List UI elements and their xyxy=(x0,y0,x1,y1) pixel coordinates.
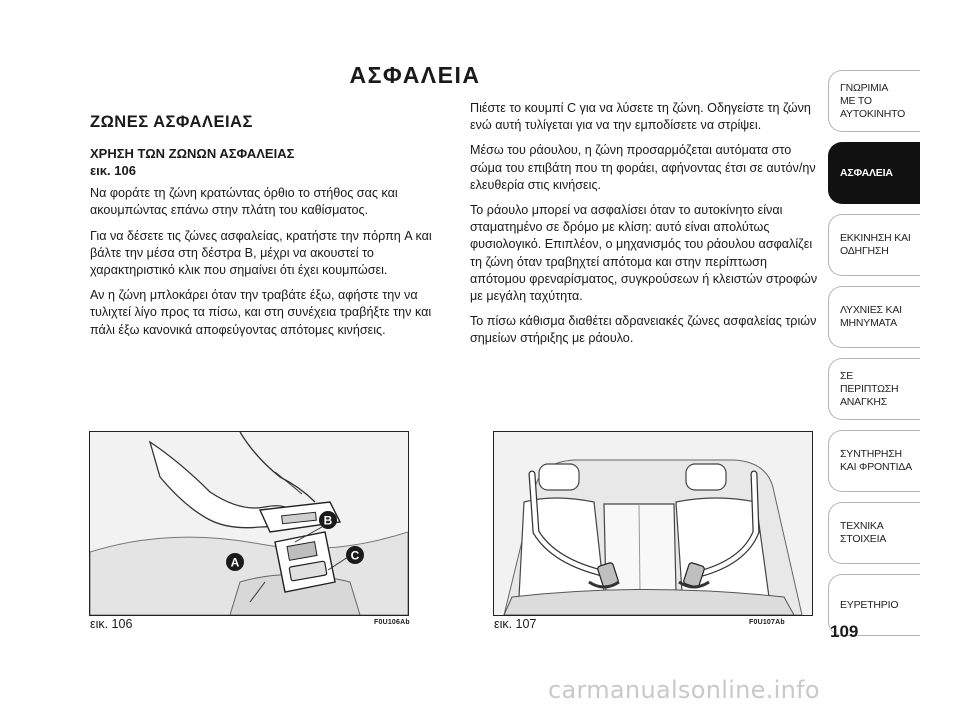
label-c-badge xyxy=(346,546,364,564)
paragraph: Το ράουλο μπορεί να ασφαλίσει όταν το αυτοκίνητο είναι σταματημένο σε δρόμο με κλίση: αυτό είναι απολύτως φυσιολογικό. Επιπλέον, ο μηχανισμός του ράουλου ασφαλίζει τη ζώνη όταν τραβηχτεί απότομα και στην περίπτωση απότομου φρεναρίσματος, συγκρούσεων ή κλειστών στροφών με μεγάλη ταχύτητα. xyxy=(470,203,818,304)
paragraph: Να φοράτε τη ζώνη κρατώντας όρθιο το στήθος σας και ακουμπώντας επάνω στην πλάτη του καθίσματος. xyxy=(90,186,398,218)
paragraph: Πιέστε το κουμπί C για να λύσετε τη ζώνη. Οδηγείστε τη ζώνη ενώ αυτή τυλίγεται για να την εμποδίσετε να στρίψει. xyxy=(470,101,811,133)
paragraph: Για να δέσετε τις ζώνες ασφαλείας, κρατήστε την πόρπη A και βάλτε την μέσα στη δέστρα B, μέχρι να ακουστεί το χαρακτηριστικό κλικ που σημαίνει ότι έχει κουμπώσει. xyxy=(90,228,432,278)
sub-heading-figure-ref: εικ. 106 xyxy=(90,163,136,179)
tab-emergency[interactable]: ΣΕ ΠΕΡΙΠΤΩΣΗ ΑΝΑΓΚΗΣ xyxy=(828,358,920,420)
tab-safety[interactable]: ΑΣΦΑΛΕΙΑ xyxy=(828,142,920,204)
section-title: ΖΩΝΕΣ ΑΣΦΑΛΕΙΑΣ xyxy=(90,113,253,131)
label-b-badge xyxy=(319,511,337,529)
sub-heading-text: ΧΡΗΣΗ ΤΩΝ ΖΩΝΩΝ ΑΣΦΑΛΕΙΑΣ xyxy=(90,146,295,162)
paragraph: Μέσω του ράουλου, η ζώνη προσαρμόζεται αυτόματα στο σώμα του επιβάτη που τη φοράει, αφήνοντας έτσι σε αυτόν/ην ελευθερία στις κινήσεις. xyxy=(470,143,816,192)
page-title: ΑΣΦΑΛΕΙΑ xyxy=(349,62,481,88)
left-column xyxy=(90,114,446,347)
paragraph: Το πίσω κάθισμα διαθέτει αδρανειακές ζώνες ασφαλείας τριών σημείων στήριξης με ράουλο. xyxy=(470,314,817,346)
watermark: carmanualsonline.info xyxy=(548,676,820,704)
figure-106-code: F0U106Ab xyxy=(374,619,410,626)
figure-106-caption: εικ. 106 xyxy=(90,617,133,631)
figure-106-seatbelt-buckle xyxy=(89,431,409,616)
tab-warning-lights[interactable]: ΛΥΧΝΙΕΣ ΚΑΙ ΜΗΝΥΜΑΤΑ xyxy=(828,286,920,348)
tab-starting-and-driving[interactable]: ΕΚΚΙΝΗΣΗ ΚΑΙ ΟΔΗΓΗΣΗ xyxy=(828,214,920,276)
figure-107-rear-seat-belts xyxy=(493,431,813,616)
paragraph: Αν η ζώνη μπλοκάρει όταν την τραβάτε έξω, αφήστε την να τυλιχτεί λίγο προς τα πίσω, και στη συνέχεια τραβήξτε την και πάλι έξω κανονικά αποφεύγοντας απότομες κινήσεις. xyxy=(90,288,432,337)
tab-technical-data[interactable]: ΤΕΧΝΙΚΑ ΣΤΟΙΧΕΙΑ xyxy=(828,502,920,564)
sub-heading xyxy=(90,145,446,179)
figure-107-code: F0U107Ab xyxy=(749,619,785,626)
label-a-badge xyxy=(226,553,244,571)
figure-107-caption: εικ. 107 xyxy=(494,617,537,631)
tab-index[interactable]: ΕΥΡΕΤΗΡΙΟ xyxy=(828,574,920,636)
tab-getting-to-know[interactable]: ΓΝΩΡΙΜΙΑ ΜΕ ΤΟ ΑΥΤΟΚΙΝΗΤΟ xyxy=(828,70,920,132)
tab-maintenance[interactable]: ΣΥΝΤΗΡΗΣΗ ΚΑΙ ΦΡΟΝΤΙΔΑ xyxy=(828,430,920,492)
chapter-tabs xyxy=(828,70,920,646)
label-a: A xyxy=(230,555,240,570)
label-c: C xyxy=(350,548,360,563)
right-column xyxy=(470,100,822,356)
page-number: 109 xyxy=(830,622,859,641)
label-b: B xyxy=(323,513,333,528)
